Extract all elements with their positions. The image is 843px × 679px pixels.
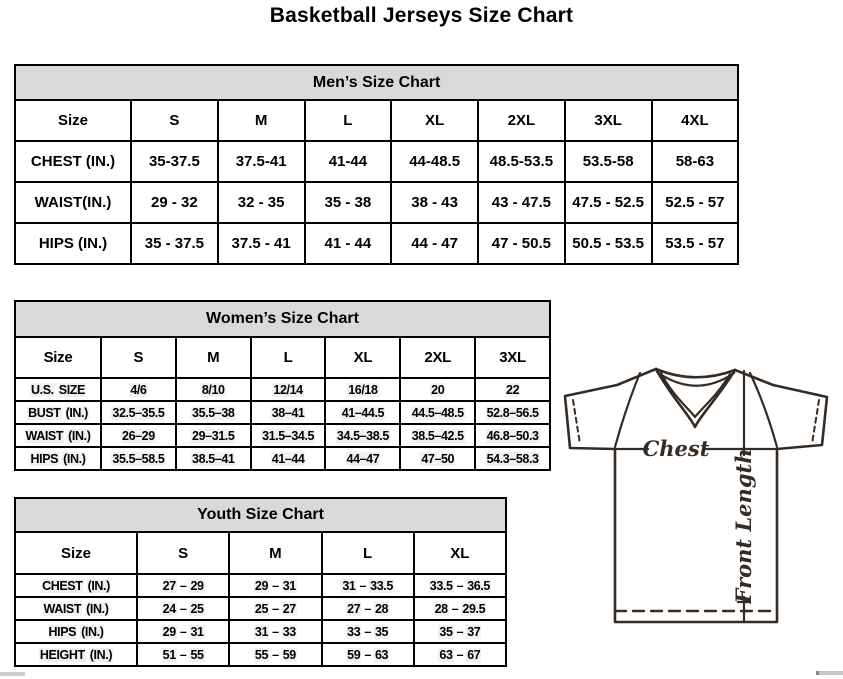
measure-label-cell: HIPS (IN.) bbox=[15, 223, 131, 264]
measure-label-cell: HIPS (IN.) bbox=[15, 447, 101, 470]
size-cell: 35 - 38 bbox=[305, 182, 392, 223]
column-header-cell: S bbox=[101, 337, 176, 378]
size-cell: 44 - 47 bbox=[391, 223, 478, 264]
sleeve-cuff-dash-right bbox=[812, 400, 819, 444]
size-cell: 31.5–34.5 bbox=[251, 424, 326, 447]
column-header-cell: 4XL bbox=[652, 100, 739, 141]
size-cell: 33.5 – 36.5 bbox=[414, 574, 506, 597]
size-cell: 53.5-58 bbox=[565, 141, 652, 182]
size-cell: 50.5 - 53.5 bbox=[565, 223, 652, 264]
size-cell: 41–44 bbox=[251, 447, 326, 470]
size-cell: 52.8–56.5 bbox=[475, 401, 550, 424]
youth-size-table bbox=[14, 497, 507, 667]
column-header-cell: S bbox=[131, 100, 218, 141]
column-header-row bbox=[15, 100, 825, 141]
column-header-cell: XL bbox=[391, 100, 478, 141]
jersey-measurement-diagram bbox=[550, 355, 843, 645]
jersey-outline bbox=[565, 369, 827, 622]
measure-label-cell: HIPS (IN.) bbox=[15, 620, 137, 643]
size-cell: 25 – 27 bbox=[229, 597, 321, 620]
size-cell: 32.5–35.5 bbox=[101, 401, 176, 424]
table-title: Youth Size Chart bbox=[15, 498, 506, 532]
column-header-cell: 3XL bbox=[565, 100, 652, 141]
size-cell: 46.8–50.3 bbox=[475, 424, 550, 447]
mens-size-table bbox=[14, 64, 826, 265]
table-row bbox=[15, 378, 550, 401]
column-header-cell: M bbox=[218, 100, 305, 141]
size-cell: 41 - 44 bbox=[305, 223, 392, 264]
column-header-cell: L bbox=[305, 100, 392, 141]
column-header-cell: Size bbox=[15, 337, 101, 378]
size-cell: 12/14 bbox=[251, 378, 326, 401]
size-cell: 44.5–48.5 bbox=[400, 401, 475, 424]
table-title: Men’s Size Chart bbox=[15, 65, 738, 100]
size-cell: 54.3–58.3 bbox=[475, 447, 550, 470]
measure-label-cell: WAIST (IN.) bbox=[15, 424, 101, 447]
table-row bbox=[15, 182, 825, 223]
table-title-row bbox=[15, 498, 506, 532]
measure-label-cell: CHEST (IN.) bbox=[15, 574, 137, 597]
size-cell: 47 - 50.5 bbox=[478, 223, 565, 264]
table-row bbox=[15, 401, 550, 424]
column-header-cell: S bbox=[137, 532, 229, 574]
size-cell: 43 - 47.5 bbox=[478, 182, 565, 223]
table-row bbox=[15, 424, 550, 447]
column-header-cell: M bbox=[229, 532, 321, 574]
size-cell: 59 – 63 bbox=[322, 643, 414, 666]
size-cell: 22 bbox=[475, 378, 550, 401]
size-cell: 35.5–58.5 bbox=[101, 447, 176, 470]
size-cell: 52.5 - 57 bbox=[652, 182, 739, 223]
size-cell: 48.5-53.5 bbox=[478, 141, 565, 182]
table-title-row bbox=[15, 65, 825, 100]
size-cell: 16/18 bbox=[325, 378, 400, 401]
measure-label-cell: U.S. SIZE bbox=[15, 378, 101, 401]
column-header-cell: L bbox=[322, 532, 414, 574]
size-cell: 31 – 33 bbox=[229, 620, 321, 643]
size-cell: 24 – 25 bbox=[137, 597, 229, 620]
size-cell: 51 – 55 bbox=[137, 643, 229, 666]
scrollbar-fragment-left[interactable] bbox=[0, 672, 25, 676]
size-cell: 35 – 37 bbox=[414, 620, 506, 643]
size-cell: 38 - 43 bbox=[391, 182, 478, 223]
column-header-cell: XL bbox=[414, 532, 506, 574]
size-cell: 41–44.5 bbox=[325, 401, 400, 424]
column-header-cell: 3XL bbox=[475, 337, 550, 378]
table-row bbox=[15, 620, 506, 643]
size-cell: 31 – 33.5 bbox=[322, 574, 414, 597]
table-title-row bbox=[15, 301, 550, 337]
scrollbar-fragment-right[interactable] bbox=[819, 671, 843, 675]
column-header-row bbox=[15, 532, 506, 574]
table-row bbox=[15, 447, 550, 470]
size-cell: 35-37.5 bbox=[131, 141, 218, 182]
chest-label: Chest bbox=[642, 436, 710, 461]
measure-label-cell: WAIST (IN.) bbox=[15, 597, 137, 620]
scrollbar-fragment-right-cap[interactable] bbox=[816, 671, 819, 675]
column-header-cell: 2XL bbox=[400, 337, 475, 378]
column-header-cell: Size bbox=[15, 100, 131, 141]
size-cell: 29–31.5 bbox=[176, 424, 251, 447]
size-cell: 29 - 32 bbox=[131, 182, 218, 223]
size-cell: 35.5–38 bbox=[176, 401, 251, 424]
table-title: Women’s Size Chart bbox=[15, 301, 550, 337]
table-row bbox=[15, 597, 506, 620]
size-cell: 38.5–41 bbox=[176, 447, 251, 470]
size-cell: 35 - 37.5 bbox=[131, 223, 218, 264]
column-header-cell: 2XL bbox=[478, 100, 565, 141]
table-row bbox=[15, 574, 506, 597]
column-header-row bbox=[15, 337, 550, 378]
size-cell: 28 – 29.5 bbox=[414, 597, 506, 620]
measure-label-cell: BUST (IN.) bbox=[15, 401, 101, 424]
size-cell: 47–50 bbox=[400, 447, 475, 470]
size-cell: 44-48.5 bbox=[391, 141, 478, 182]
measure-label-cell: WAIST(IN.) bbox=[15, 182, 131, 223]
size-cell: 27 – 28 bbox=[322, 597, 414, 620]
size-cell: 20 bbox=[400, 378, 475, 401]
size-cell: 34.5–38.5 bbox=[325, 424, 400, 447]
measure-label-cell: HEIGHT (IN.) bbox=[15, 643, 137, 666]
size-cell: 53.5 - 57 bbox=[652, 223, 739, 264]
size-cell: 41-44 bbox=[305, 141, 392, 182]
table-row bbox=[15, 223, 825, 264]
column-header-cell: M bbox=[176, 337, 251, 378]
size-cell: 32 - 35 bbox=[218, 182, 305, 223]
size-cell: 37.5 - 41 bbox=[218, 223, 305, 264]
column-header-cell: Size bbox=[15, 532, 137, 574]
size-cell: 29 – 31 bbox=[229, 574, 321, 597]
size-cell: 47.5 - 52.5 bbox=[565, 182, 652, 223]
size-cell: 26–29 bbox=[101, 424, 176, 447]
size-cell: 38.5–42.5 bbox=[400, 424, 475, 447]
page-title: Basketball Jerseys Size Chart bbox=[269, 4, 574, 27]
table-row bbox=[15, 643, 506, 666]
womens-size-table bbox=[14, 300, 551, 471]
column-header-cell: L bbox=[251, 337, 326, 378]
front-length-label: Front Length bbox=[731, 448, 756, 604]
size-cell: 29 – 31 bbox=[137, 620, 229, 643]
size-cell: 4/6 bbox=[101, 378, 176, 401]
size-cell: 63 – 67 bbox=[414, 643, 506, 666]
measure-label-cell: CHEST (IN.) bbox=[15, 141, 131, 182]
size-cell: 58-63 bbox=[652, 141, 739, 182]
size-cell: 27 – 29 bbox=[137, 574, 229, 597]
size-cell: 55 – 59 bbox=[229, 643, 321, 666]
size-cell: 37.5-41 bbox=[218, 141, 305, 182]
size-cell: 38–41 bbox=[251, 401, 326, 424]
column-header-cell: XL bbox=[325, 337, 400, 378]
table-row bbox=[15, 141, 825, 182]
size-cell: 8/10 bbox=[176, 378, 251, 401]
size-cell: 33 – 35 bbox=[322, 620, 414, 643]
sleeve-cuff-dash-left bbox=[573, 400, 580, 444]
size-cell: 44–47 bbox=[325, 447, 400, 470]
